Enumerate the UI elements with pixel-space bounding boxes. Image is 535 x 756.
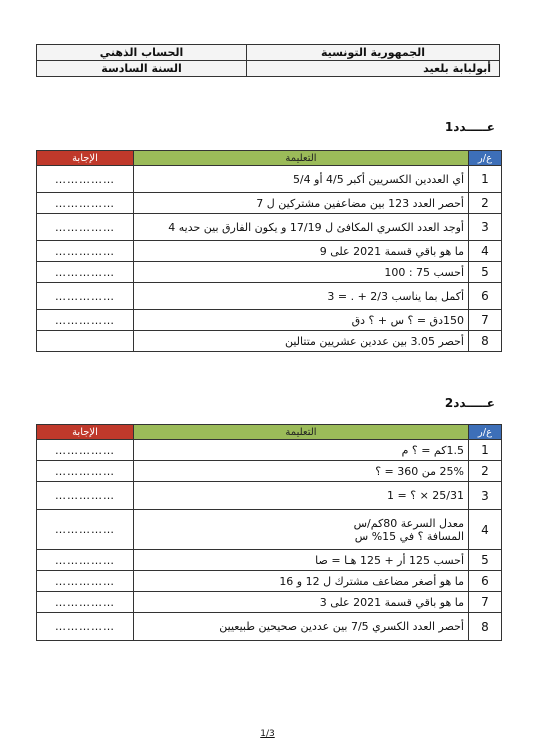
answer-blank[interactable]: ……………: [37, 193, 134, 214]
grade-level: السنة السادسة: [37, 61, 247, 77]
table1-title: عـــــدد1: [444, 120, 495, 134]
row-number: 2: [469, 193, 502, 214]
task-text: أكمل بما يناسب 2/3 + . = 3: [134, 283, 469, 310]
row-number: 4: [469, 510, 502, 550]
task-text: أحسب 125 أر + 125 هـا = صا: [134, 550, 469, 571]
answer-blank[interactable]: ……………: [37, 283, 134, 310]
answer-blank[interactable]: ……………: [37, 482, 134, 510]
task-text: معدل السرعة 80كم/س: [353, 516, 464, 530]
answer-blank[interactable]: ……………: [37, 241, 134, 262]
table2: [36, 424, 502, 641]
row-number: 1: [469, 166, 502, 193]
page-number: 1/3: [260, 729, 275, 739]
table-row: [37, 510, 502, 550]
answer-blank[interactable]: ……………: [37, 440, 134, 461]
table-row: [37, 283, 502, 310]
task-text: أحصر 3.05 بين عددين عشريين متتالين: [134, 331, 469, 352]
column-header-task: التعليمة: [134, 151, 469, 166]
row-number: 8: [469, 613, 502, 641]
table-row: [37, 262, 502, 283]
row-number: 2: [469, 461, 502, 482]
subject-name: الحساب الذهني: [37, 45, 247, 61]
table-row: [37, 461, 502, 482]
table-row: [37, 214, 502, 241]
column-header-answer: الإجابة: [37, 151, 134, 166]
answer-blank[interactable]: ……………: [37, 613, 134, 641]
answer-blank[interactable]: [37, 331, 134, 352]
country-name: الجمهورية التونسية: [247, 45, 500, 61]
task-text: أي العددين الكسريين أكبر 4/5 أو 5/4: [134, 166, 469, 193]
row-number: 6: [469, 283, 502, 310]
row-number: 7: [469, 592, 502, 613]
row-number: 5: [469, 550, 502, 571]
answer-blank[interactable]: ……………: [37, 510, 134, 550]
answer-blank[interactable]: ……………: [37, 310, 134, 331]
table-row: [37, 193, 502, 214]
column-header-number: ع/ر: [469, 425, 502, 440]
answer-blank[interactable]: ……………: [37, 592, 134, 613]
row-number: 4: [469, 241, 502, 262]
answer-blank[interactable]: ……………: [37, 214, 134, 241]
answer-blank[interactable]: ……………: [37, 166, 134, 193]
task-cell: [134, 510, 469, 550]
task-text: ما هو باقي قسمة 2021 على 3: [134, 592, 469, 613]
task-text: أحسب 75 : 100: [134, 262, 469, 283]
task-text: ما هو أصغر مضاعف مشترك ل 12 و 16: [134, 571, 469, 592]
answer-blank[interactable]: ……………: [37, 262, 134, 283]
school-name: أبولبابة بلعيد: [247, 61, 500, 77]
task-text-line2: المسافة ؟ في 15% س: [354, 529, 464, 543]
table-row: [37, 613, 502, 641]
task-text: 1.5كم = ؟ م: [134, 440, 469, 461]
row-number: 5: [469, 262, 502, 283]
table-row: [37, 440, 502, 461]
row-number: 8: [469, 331, 502, 352]
task-text: أحصر العدد 123 بين مضاعفين مشتركين ل 7: [134, 193, 469, 214]
answer-blank[interactable]: ……………: [37, 571, 134, 592]
answer-blank[interactable]: ……………: [37, 550, 134, 571]
row-number: 3: [469, 214, 502, 241]
row-number: 6: [469, 571, 502, 592]
row-number: 3: [469, 482, 502, 510]
table-row: [37, 310, 502, 331]
row-number: 7: [469, 310, 502, 331]
table1: [36, 150, 502, 352]
column-header-answer: الإجابة: [37, 425, 134, 440]
table-row: [37, 331, 502, 352]
table-row: [37, 550, 502, 571]
task-text: أوجد العدد الكسري المكافئ ل 17/19 و يكون الفارق بين حديه 4: [134, 214, 469, 241]
table-row: [37, 166, 502, 193]
table2-title: عـــــدد2: [444, 396, 495, 410]
task-text: 150دق = ؟ س + ؟ دق: [134, 310, 469, 331]
table-row: [37, 592, 502, 613]
task-text: 25/31 × ؟ = 1: [134, 482, 469, 510]
table-row: [37, 241, 502, 262]
column-header-number: ع/ر: [469, 151, 502, 166]
table-row: [37, 571, 502, 592]
task-text: ما هو باقي قسمة 2021 على 9: [134, 241, 469, 262]
header-table: [36, 44, 500, 77]
row-number: 1: [469, 440, 502, 461]
task-text: أحصر العدد الكسري 7/5 بين عددين صحيحين طبيعيين: [134, 613, 469, 641]
table-row: [37, 482, 502, 510]
answer-blank[interactable]: ……………: [37, 461, 134, 482]
column-header-task: التعليمة: [134, 425, 469, 440]
task-text: 25% من 360 = ؟: [134, 461, 469, 482]
